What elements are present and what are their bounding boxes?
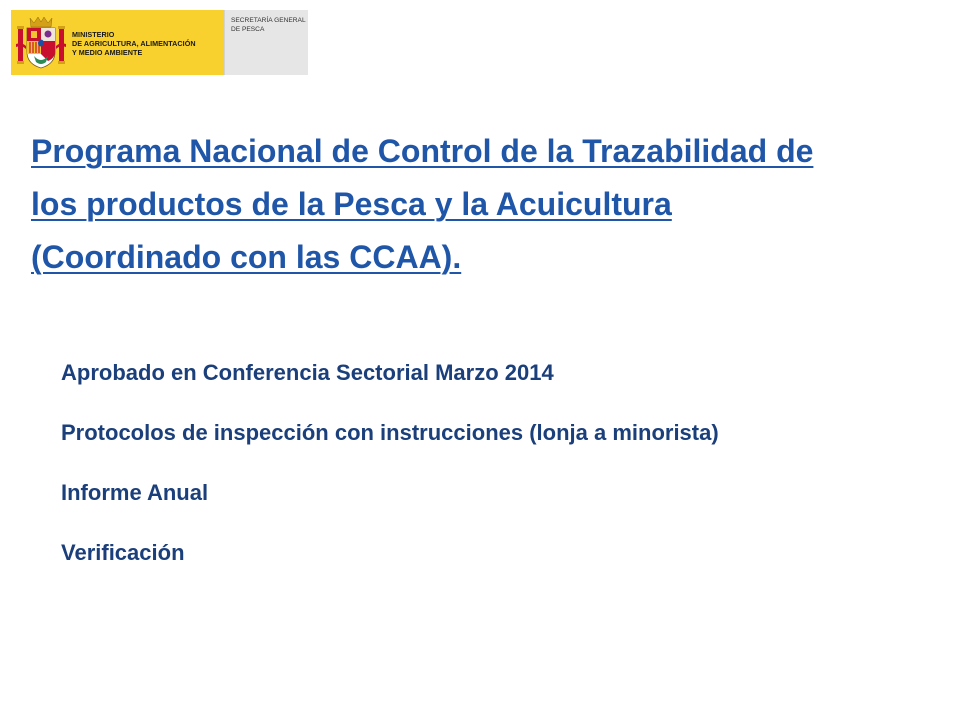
ministry-name-line-1: MINISTERIO xyxy=(72,30,115,39)
list-item: Protocolos de inspección con instrucciones (lonja a minorista) xyxy=(61,420,719,445)
list-item: Informe Anual xyxy=(61,480,209,505)
secretaria-name-line-1: SECRETARÍA GENERAL xyxy=(231,17,306,24)
list-item: Aprobado en Conferencia Sectorial Marzo 2014 xyxy=(61,360,554,385)
ministry-name xyxy=(72,30,196,57)
slide-title-line-1: Programa Nacional de Control de la Trazabilidad de xyxy=(31,133,814,169)
slide-title-line-2: los productos de la Pesca y la Acuicultura xyxy=(31,186,672,222)
list-item: Verificación xyxy=(61,540,185,565)
ministry-logo xyxy=(11,10,308,75)
ministry-name-line-3: Y MEDIO AMBIENTE xyxy=(72,48,143,57)
secretaria-name-line-2: DE PESCA xyxy=(231,25,265,33)
slide-title xyxy=(31,125,951,284)
logo-gray-panel xyxy=(224,10,308,75)
secretaria-name xyxy=(231,17,306,34)
slide-title-line-3: (Coordinado con las CCAA). xyxy=(31,239,462,275)
bullet-list xyxy=(61,358,719,598)
slide-title-link[interactable] xyxy=(31,125,951,284)
coat-of-arms-icon xyxy=(16,14,66,72)
ministry-name-line-2: DE AGRICULTURA, ALIMENTACIÓN xyxy=(72,39,196,48)
logo-yellow-panel xyxy=(11,10,224,75)
